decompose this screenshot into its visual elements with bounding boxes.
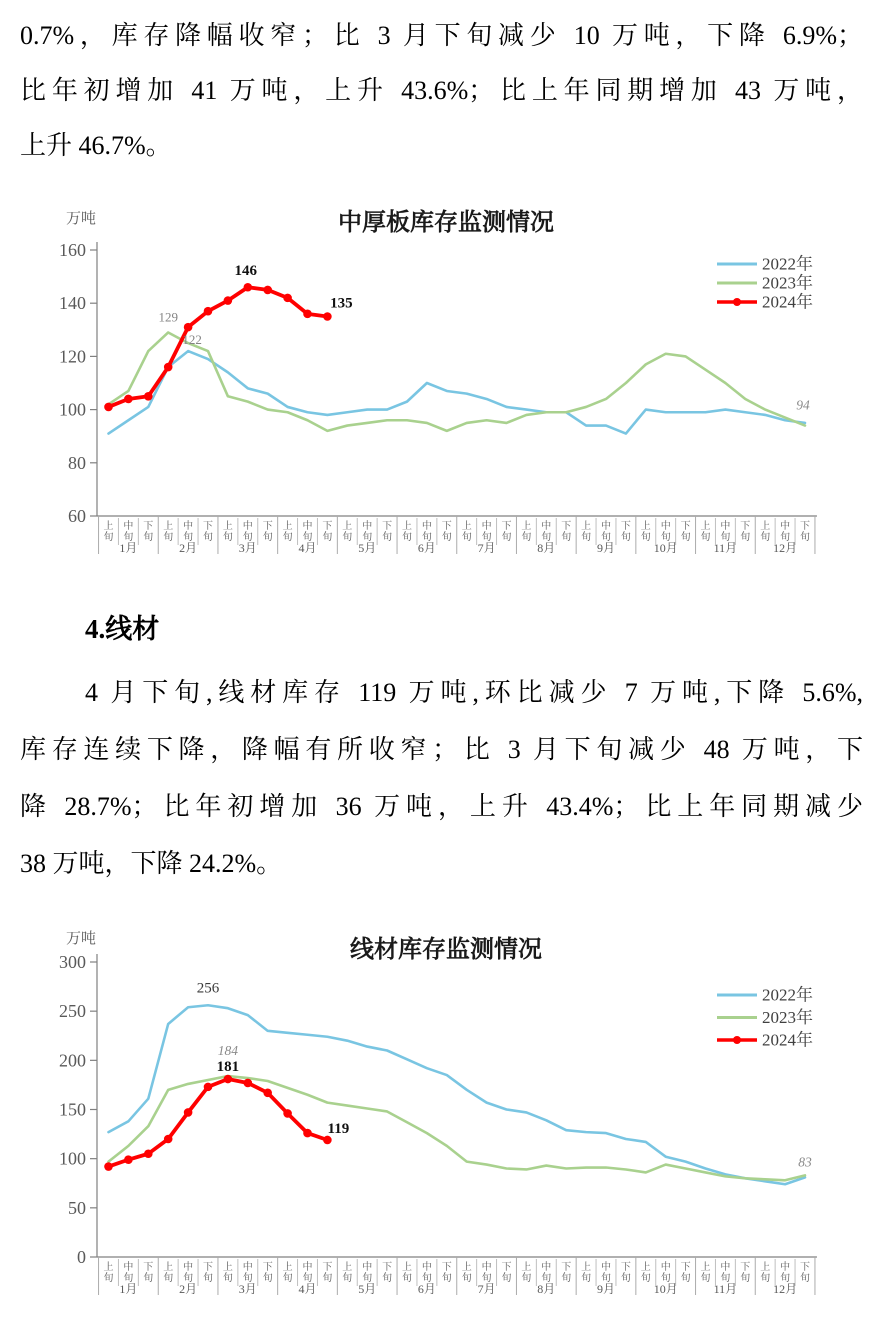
y-axis-tick-label: 250 <box>59 1001 86 1022</box>
period-label: 中旬 <box>541 1262 552 1284</box>
y-axis-tick-label: 200 <box>59 1050 86 1071</box>
period-label: 上旬 <box>521 1262 532 1284</box>
period-label: 下旬 <box>800 521 810 543</box>
period-label: 上旬 <box>402 521 412 543</box>
period-label: 下旬 <box>382 521 393 543</box>
month-label: 5月 <box>358 1282 377 1296</box>
legend-marker-2024年 <box>733 1036 741 1044</box>
chart-title: 线材库存监测情况 <box>350 937 542 963</box>
period-label: 下旬 <box>680 1262 691 1284</box>
period-label: 下旬 <box>501 1262 512 1284</box>
period-label: 中旬 <box>720 521 731 543</box>
series-marker-2024年 <box>164 1135 173 1144</box>
month-label: 10月 <box>653 541 678 555</box>
period-label: 上旬 <box>640 1262 651 1284</box>
period-label: 下旬 <box>620 1262 631 1284</box>
period-label: 上旬 <box>581 521 592 543</box>
series-marker-2024年 <box>184 323 193 332</box>
series-line-2023年 <box>109 332 806 430</box>
legend-marker-2024年 <box>733 298 741 306</box>
month-label: 1月 <box>119 541 138 555</box>
y-axis-tick-label: 150 <box>59 1099 86 1120</box>
period-label: 下旬 <box>262 1262 273 1284</box>
month-label: 3月 <box>238 541 257 555</box>
period-label: 上旬 <box>700 521 711 543</box>
series-marker-2024年 <box>104 403 113 412</box>
month-label: 4月 <box>298 1282 317 1296</box>
month-label: 11月 <box>713 1282 738 1296</box>
y-axis-tick-label: 50 <box>68 1197 86 1218</box>
period-label: 上旬 <box>163 1262 174 1284</box>
period-label: 中旬 <box>481 521 492 543</box>
chart-canvas <box>0 190 883 570</box>
y-axis-tick-label: 60 <box>68 506 86 526</box>
period-label: 上旬 <box>640 521 651 543</box>
series-marker-2024年 <box>144 1149 153 1158</box>
series-marker-2024年 <box>224 1075 233 1084</box>
period-label: 中旬 <box>660 1262 671 1284</box>
period-label: 下旬 <box>143 1262 154 1284</box>
y-axis-tick-label: 80 <box>68 452 86 473</box>
period-label: 中旬 <box>601 1262 611 1284</box>
period-label: 中旬 <box>302 521 313 543</box>
period-label: 中旬 <box>541 521 552 543</box>
series-marker-2024年 <box>104 1162 113 1171</box>
period-label: 上旬 <box>521 521 532 543</box>
month-label: 6月 <box>417 541 436 555</box>
series-marker-2024年 <box>263 286 272 295</box>
month-label: 3月 <box>238 1282 257 1296</box>
data-label: 129 <box>158 309 178 325</box>
period-label: 中旬 <box>183 1262 194 1284</box>
month-label: 2月 <box>179 541 198 555</box>
para-line-1: 4 月下旬,线材库存 119 万吨,环比减少 7 万吨,下降 5.6%, <box>85 678 863 707</box>
data-label: 83 <box>798 1154 812 1170</box>
period-label: 下旬 <box>262 521 273 543</box>
series-marker-2024年 <box>323 312 332 321</box>
data-label: 119 <box>327 1120 350 1137</box>
period-label: 中旬 <box>302 1262 313 1284</box>
series-marker-2024年 <box>303 310 312 319</box>
period-label: 下旬 <box>441 521 452 543</box>
period-label: 下旬 <box>322 1262 333 1284</box>
period-label: 上旬 <box>282 1262 293 1284</box>
series-marker-2024年 <box>263 1088 272 1097</box>
para-line-2: 库存连续下降，降幅有所收窄；比 3 月下旬减少 48 万吨，下 <box>20 735 863 764</box>
y-axis-unit-label: 万吨 <box>66 931 97 947</box>
period-label: 下旬 <box>143 521 154 543</box>
intro-line-3: 上升 46.7%。 <box>20 131 172 160</box>
period-label: 下旬 <box>501 521 512 543</box>
y-axis-tick-label: 100 <box>59 1148 86 1169</box>
month-label: 9月 <box>596 1282 616 1296</box>
data-label: 184 <box>217 1043 239 1059</box>
para-line-4: 38 万吨，下降 24.2%。 <box>20 849 283 878</box>
series-marker-2024年 <box>224 296 233 305</box>
month-label: 8月 <box>537 1282 556 1296</box>
series-marker-2024年 <box>283 294 292 303</box>
period-label: 中旬 <box>601 521 611 543</box>
series-marker-2024年 <box>303 1129 312 1138</box>
period-label: 中旬 <box>481 1262 492 1284</box>
data-label: 146 <box>234 263 258 280</box>
wire-rod-paragraph <box>20 664 863 892</box>
period-label: 中旬 <box>421 1262 432 1284</box>
period-label: 上旬 <box>222 521 233 543</box>
series-marker-2024年 <box>204 307 213 316</box>
period-label: 中旬 <box>362 521 373 543</box>
y-axis-tick-label: 140 <box>59 293 86 314</box>
series-marker-2024年 <box>124 395 133 404</box>
period-label: 上旬 <box>760 521 771 543</box>
intro-paragraph <box>20 8 863 173</box>
data-label: 135 <box>330 295 353 312</box>
period-label: 下旬 <box>680 521 691 543</box>
month-label: 2月 <box>179 1282 198 1296</box>
period-label: 下旬 <box>800 1262 810 1284</box>
series-marker-2024年 <box>164 363 173 372</box>
period-label: 下旬 <box>203 1262 213 1284</box>
period-label: 中旬 <box>123 1262 134 1284</box>
period-label: 中旬 <box>183 521 194 543</box>
period-label: 上旬 <box>342 521 353 543</box>
y-axis-tick-label: 120 <box>59 346 86 367</box>
y-axis-tick-label: 300 <box>59 952 86 972</box>
month-label: 1月 <box>119 1282 138 1296</box>
data-label: 181 <box>216 1059 240 1076</box>
para-line-3: 降 28.7%；比年初增加 36 万吨，上升 43.4%；比上年同期减少 <box>20 792 863 821</box>
period-label: 上旬 <box>461 521 472 543</box>
month-label: 9月 <box>596 541 616 555</box>
period-label: 中旬 <box>123 521 134 543</box>
period-label: 上旬 <box>700 1262 711 1284</box>
period-label: 下旬 <box>382 1262 393 1284</box>
legend-label-2024年: 2024年 <box>762 1030 813 1050</box>
series-marker-2024年 <box>244 283 253 292</box>
series-line-2024年 <box>109 1079 328 1167</box>
month-label: 7月 <box>477 541 496 555</box>
plate-inventory-chart <box>0 190 883 570</box>
period-label: 上旬 <box>163 521 174 543</box>
data-label: 94 <box>796 397 810 413</box>
intro-line-2: 比年初增加 41 万吨，上升 43.6%；比上年同期增加 43 万吨， <box>20 76 863 105</box>
period-label: 中旬 <box>660 521 671 543</box>
month-label: 4月 <box>298 541 317 555</box>
series-line-2023年 <box>109 1076 806 1180</box>
period-label: 上旬 <box>103 1262 114 1284</box>
period-label: 上旬 <box>581 1262 592 1284</box>
legend-label-2023年: 2023年 <box>762 1008 813 1027</box>
data-label: 122 <box>182 332 202 348</box>
y-axis-tick-label: 100 <box>59 399 86 420</box>
month-label: 12月 <box>773 1282 798 1296</box>
series-marker-2024年 <box>144 392 153 401</box>
period-label: 上旬 <box>342 1262 353 1284</box>
period-label: 下旬 <box>740 1262 751 1284</box>
period-label: 下旬 <box>740 521 751 543</box>
period-label: 上旬 <box>760 1262 771 1284</box>
series-marker-2024年 <box>204 1083 213 1092</box>
data-label: 256 <box>196 980 220 997</box>
chart-canvas <box>0 905 883 1321</box>
legend-label-2022年: 2022年 <box>762 254 813 274</box>
series-marker-2024年 <box>124 1155 133 1164</box>
period-label: 中旬 <box>242 1262 253 1284</box>
series-marker-2024年 <box>244 1079 253 1088</box>
y-axis-tick-label: 160 <box>59 240 86 260</box>
period-label: 上旬 <box>461 1262 472 1284</box>
legend-label-2022年: 2022年 <box>762 985 813 1005</box>
y-axis-tick-label: 0 <box>77 1247 86 1267</box>
period-label: 下旬 <box>561 1262 572 1284</box>
period-label: 上旬 <box>222 1262 233 1284</box>
y-axis-unit-label: 万吨 <box>66 211 97 227</box>
period-label: 中旬 <box>780 1262 791 1284</box>
period-label: 中旬 <box>362 1262 373 1284</box>
series-marker-2024年 <box>283 1109 292 1118</box>
period-label: 下旬 <box>322 521 333 543</box>
chart-title: 中厚板库存监测情况 <box>338 210 554 236</box>
wire-rod-inventory-chart <box>0 905 883 1321</box>
month-label: 6月 <box>417 1282 436 1296</box>
period-label: 下旬 <box>561 521 572 543</box>
month-label: 7月 <box>477 1282 496 1296</box>
period-label: 中旬 <box>421 521 432 543</box>
month-label: 12月 <box>773 541 798 555</box>
period-label: 下旬 <box>441 1262 452 1284</box>
series-line-2022年 <box>109 1005 806 1184</box>
period-label: 中旬 <box>720 1262 731 1284</box>
period-label: 下旬 <box>620 521 631 543</box>
period-label: 中旬 <box>780 521 791 543</box>
section-heading: 4.线材 <box>85 614 160 644</box>
legend-label-2023年: 2023年 <box>762 273 813 293</box>
period-label: 上旬 <box>103 521 114 543</box>
month-label: 11月 <box>713 541 738 555</box>
period-label: 中旬 <box>242 521 253 543</box>
series-line-2024年 <box>109 287 328 407</box>
legend-label-2024年: 2024年 <box>762 292 813 312</box>
month-label: 10月 <box>653 1282 678 1296</box>
period-label: 上旬 <box>282 521 293 543</box>
month-label: 5月 <box>358 541 377 555</box>
series-marker-2024年 <box>184 1108 193 1117</box>
period-label: 上旬 <box>402 1262 412 1284</box>
intro-line-1: 0.7%，库存降幅收窄；比 3 月下旬减少 10 万吨，下降 6.9%； <box>20 21 863 50</box>
month-label: 8月 <box>537 541 556 555</box>
period-label: 下旬 <box>203 521 213 543</box>
